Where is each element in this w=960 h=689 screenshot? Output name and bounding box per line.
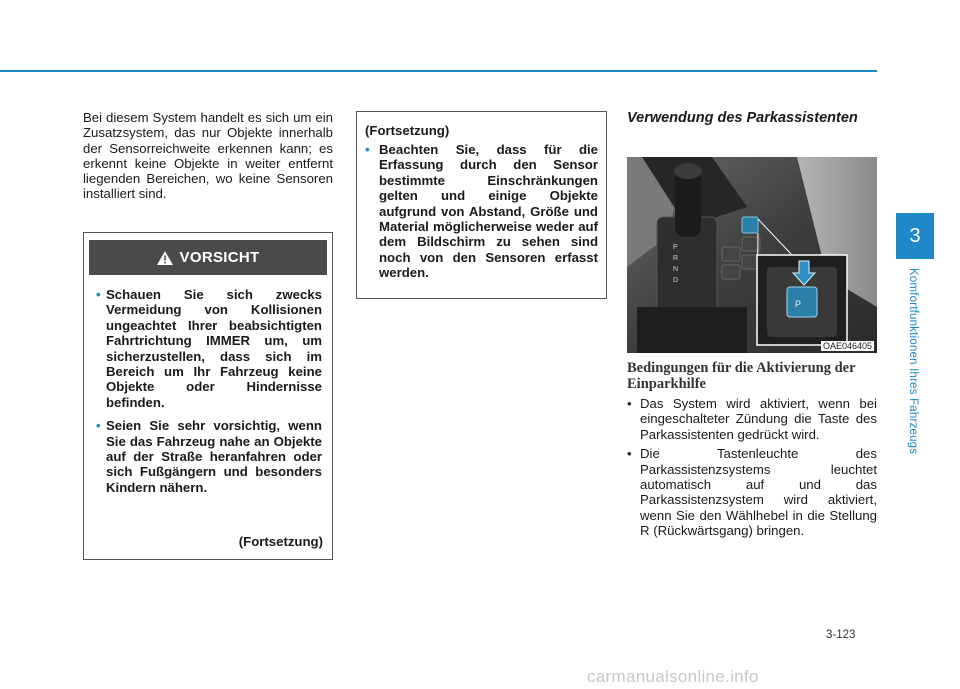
- watermark: carmanualsonline.info: [587, 667, 759, 686]
- continuation-item: • Beachten Sie, dass für die Erfassung durch den Sensor bestimmte Einschränkungen gelten und einige Objekte aufgrund von Abstand, Größe und Material möglicherweise weder auf dem Bildschirm zu sehen sind noch von den Sensoren erfasst werden.: [365, 142, 598, 281]
- conditions-list: [627, 396, 877, 543]
- chapter-title: Komfortfunktionen Ihres Fahrzeugs: [907, 268, 919, 455]
- caution-continued: (Fortsetzung): [238, 534, 323, 549]
- svg-text:D: D: [673, 277, 679, 284]
- svg-text:P: P: [673, 244, 678, 251]
- bullet-icon: •: [627, 396, 632, 411]
- photo-caption: OAE046405: [822, 341, 872, 351]
- conditions-heading: Bedingungen für die Aktivierung der Einparkhilfe: [627, 360, 856, 392]
- svg-text:N: N: [673, 266, 679, 273]
- chapter-side-label: [903, 268, 923, 488]
- caution-item: • Seien Sie sehr vorsichtig, wenn Sie das Fahrzeug nahe an Objekte auf der Straße heranfahren oder sich Fußgängern und besonders Kindern nähern.: [96, 418, 322, 495]
- svg-text:P: P: [795, 299, 802, 309]
- conditions-item: • Das System wird aktiviert, wenn bei eingeschalteter Zündung die Taste des Parkassistenten gedrückt wird.: [627, 396, 877, 442]
- continuation-box: [356, 111, 607, 299]
- bullet-icon: •: [96, 287, 101, 302]
- continuation-label: (Fortsetzung): [365, 123, 450, 138]
- caution-list: [96, 287, 322, 495]
- page-number: 3-123: [826, 629, 856, 641]
- intro-column: [83, 110, 333, 202]
- intro-paragraph: Bei diesem System handelt es sich um ein Zusatzsystem, das nur Objekte innerhalb der Sensorreichweite erkennen kann; es erkennt keine Objekte in weiter entfernt liegenden Bereichen, wo keine Sensoren installiert sind.: [83, 110, 333, 202]
- caution-header: [89, 240, 327, 275]
- console-photo: [627, 157, 877, 353]
- caution-item: • Schauen Sie sich zwecks Vermeidung von Kollisionen ungeachtet Ihrer beabsichtigten Fahrtrichtung IMMER um, um sicherzustellen, dass sich im Bereich um Ihr Fahrzeug keine Objekte oder Hindernisse befinden.: [96, 287, 322, 410]
- gear-console-image: [627, 157, 877, 353]
- bullet-icon: •: [365, 142, 370, 157]
- conditions-item: • Die Tastenleuchte des Parkassistenzsystems leuchtet automatisch auf und das Parkassistenzsystem wird aktiviert, wenn Sie den Wählhebel in die Stellung R (Rückwärtsgang) bringen.: [627, 446, 877, 539]
- header-rule: [0, 70, 877, 72]
- svg-text:R: R: [673, 255, 679, 262]
- chapter-tab: 3: [896, 213, 934, 259]
- bullet-icon: •: [96, 418, 101, 434]
- bullet-icon: •: [627, 446, 632, 462]
- continuation-list: [365, 142, 598, 281]
- warning-triangle-icon: [157, 251, 173, 265]
- caution-box: [83, 232, 333, 560]
- section-title: Verwendung des Parkassistenten: [627, 110, 858, 126]
- caution-title: VORSICHT: [179, 249, 260, 266]
